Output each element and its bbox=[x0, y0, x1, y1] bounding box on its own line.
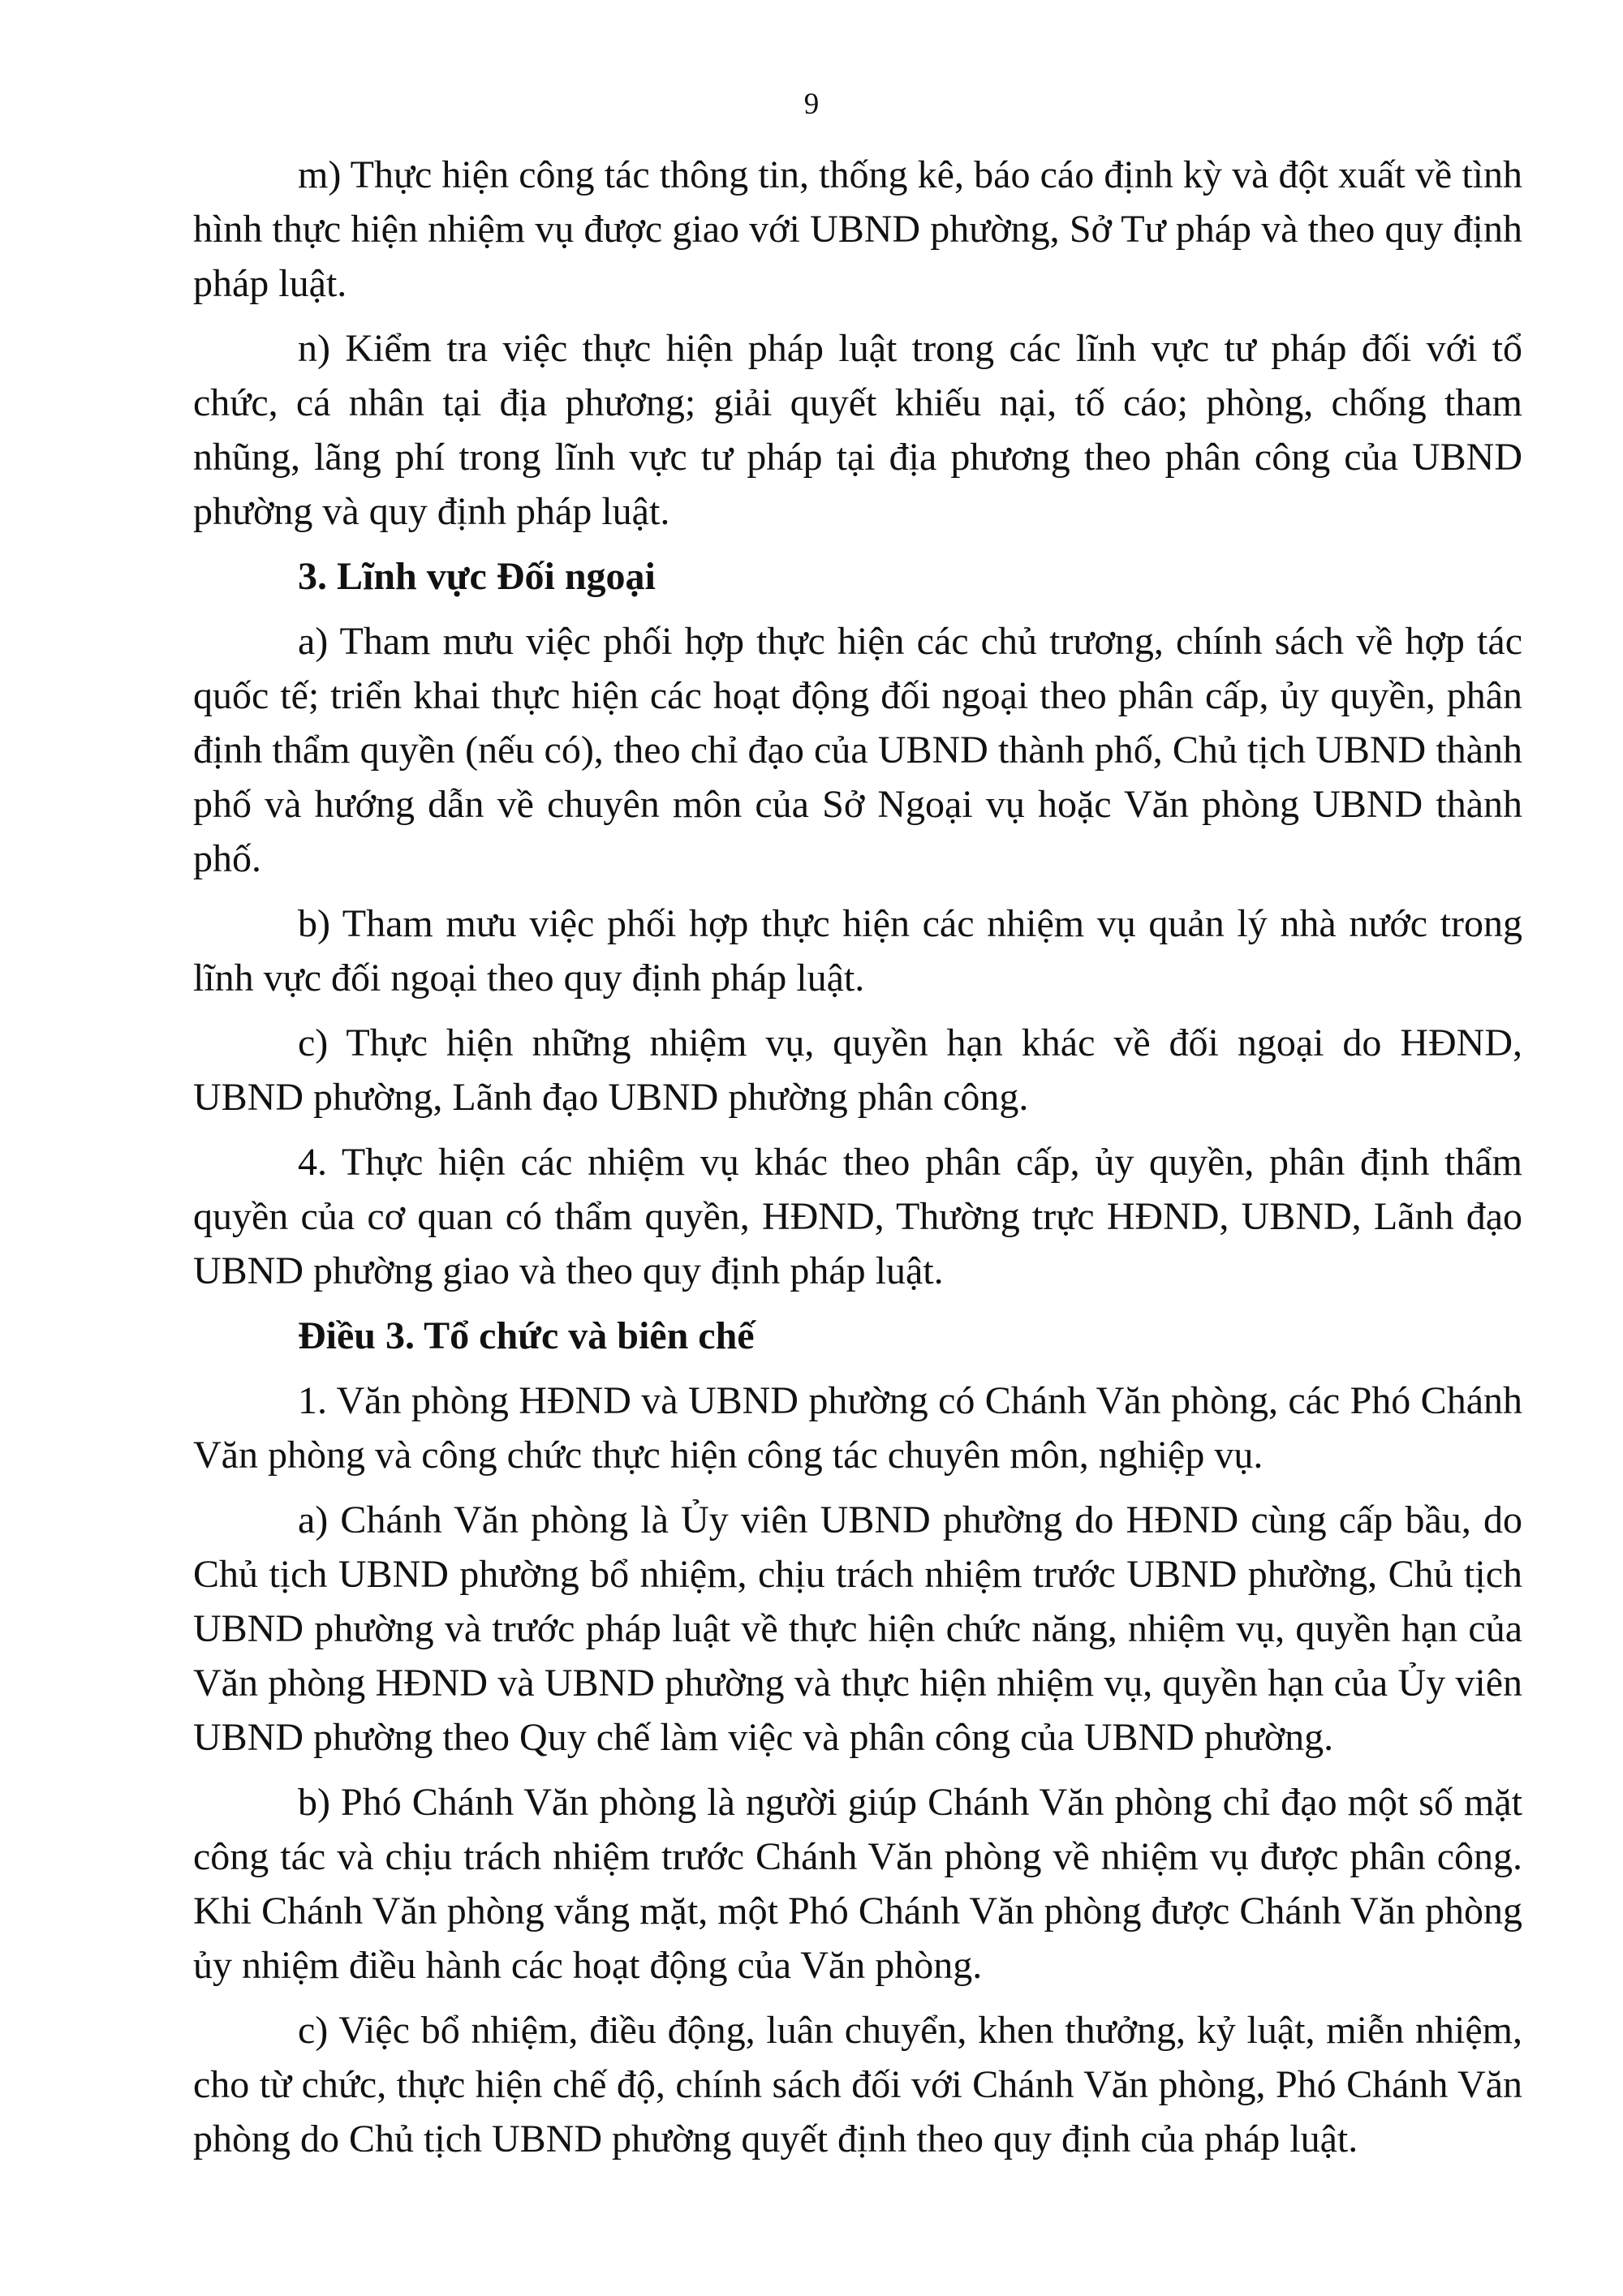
paragraph-item-4: 4. Thực hiện các nhiệm vụ khác theo phân cấp, ủy quyền, phân định thẩm quyền của cơ quan có thẩm quyền, HĐND, Thường trực HĐND, UBND, Lãnh đạo UBND phường giao và theo quy định pháp luật. bbox=[193, 1141, 1522, 1292]
paragraph-clause-1a: a) Chánh Văn phòng là Ủy viên UBND phường do HĐND cùng cấp bầu, do Chủ tịch UBND phường bổ nhiệm, chịu trách nhiệm trước UBND phường, Chủ tịch UBND phường và trước pháp luật về thực hiện chức năng, nhiệm vụ, quyền hạn của Văn phòng HĐND và UBND phường và thực hiện nhiệm vụ, quyền hạn của Ủy viên UBND phường theo Quy chế làm việc và phân công của UBND phường. bbox=[193, 1498, 1522, 1759]
page-number: 9 bbox=[803, 88, 820, 121]
paragraph-item-3b: b) Tham mưu việc phối hợp thực hiện các nhiệm vụ quản lý nhà nước trong lĩnh vực đối ngoại theo quy định pháp luật. bbox=[193, 902, 1522, 1000]
paragraph-item-n: n) Kiểm tra việc thực hiện pháp luật trong các lĩnh vực tư pháp đối với tổ chức, cá nhân tại địa phương; giải quyết khiếu nại, tố cáo; phòng, chống tham nhũng, lãng phí trong lĩnh vực tư pháp tại địa phương theo phân công của UBND phường và quy định pháp luật. bbox=[193, 327, 1522, 533]
paragraph-clause-1: 1. Văn phòng HĐND và UBND phường có Chánh Văn phòng, các Phó Chánh Văn phòng và công chức thực hiện công tác chuyên môn, nghiệp vụ. bbox=[193, 1379, 1522, 1477]
paragraph-clause-1b: b) Phó Chánh Văn phòng là người giúp Chánh Văn phòng chỉ đạo một số mặt công tác và chịu trách nhiệm trước Chánh Văn phòng về nhiệm vụ được phân công. Khi Chánh Văn phòng vắng mặt, một Phó Chánh Văn phòng được Chánh Văn phòng ủy nhiệm điều hành các hoạt động của Văn phòng. bbox=[193, 1781, 1522, 1987]
paragraph-clause-1c: c) Việc bổ nhiệm, điều động, luân chuyển, khen thưởng, kỷ luật, miễn nhiệm, cho từ chức, thực hiện chế độ, chính sách đối với Chánh Văn phòng, Phó Chánh Văn phòng do Chủ tịch UBND phường quyết định theo quy định của pháp luật. bbox=[193, 2009, 1522, 2161]
paragraph-item-3c: c) Thực hiện những nhiệm vụ, quyền hạn khác về đối ngoại do HĐND, UBND phường, Lãnh đạo UBND phường phân công. bbox=[193, 1021, 1522, 1119]
article-heading-dieu-3: Điều 3. Tổ chức và biên chế bbox=[298, 1314, 755, 1357]
paragraph-item-3a: a) Tham mưu việc phối hợp thực hiện các chủ trương, chính sách về hợp tác quốc tế; triển khai thực hiện các hoạt động đối ngoại theo phân cấp, ủy quyền, phân định thẩm quyền (nếu có), theo chỉ đạo của UBND thành phố, Chủ tịch UBND thành phố và hướng dẫn về chuyên môn của Sở Ngoại vụ hoặc Văn phòng UBND thành phố. bbox=[193, 620, 1522, 880]
section-heading-foreign-affairs: 3. Lĩnh vực Đối ngoại bbox=[298, 555, 656, 598]
paragraph-item-m: m) Thực hiện công tác thông tin, thống kê, báo cáo định kỳ và đột xuất về tình hình thực hiện nhiệm vụ được giao với UBND phường, Sở Tư pháp và theo quy định pháp luật. bbox=[193, 153, 1522, 305]
document-body bbox=[193, 148, 1522, 2177]
